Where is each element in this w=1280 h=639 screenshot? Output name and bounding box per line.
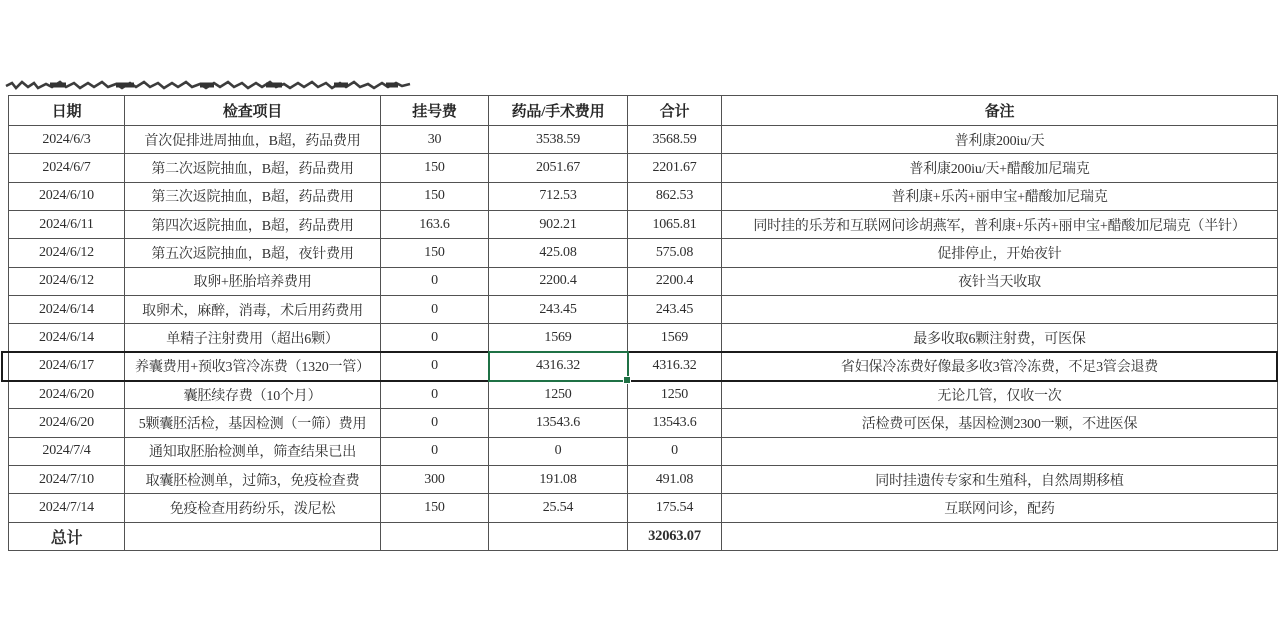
item-cell[interactable]: 养囊费用+预收3管冷冻费（1320一管） [125, 352, 381, 380]
date-cell[interactable]: 2024/6/20 [9, 409, 125, 437]
item-cell[interactable]: 第三次返院抽血，B超，药品费用 [125, 182, 381, 210]
date-cell[interactable]: 2024/6/17 [9, 352, 125, 380]
table-row [9, 126, 1278, 154]
medfee-cell[interactable]: 1569 [489, 324, 628, 352]
table-row [9, 211, 1278, 239]
note-cell[interactable]: 夜针当天收取 [722, 267, 1278, 295]
medfee-cell[interactable]: 0 [489, 437, 628, 465]
total-row-medfee-cell[interactable] [489, 522, 628, 550]
item-cell[interactable]: 第四次返院抽血，B超，药品费用 [125, 211, 381, 239]
medfee-cell[interactable]: 902.21 [489, 211, 628, 239]
regfee-cell[interactable]: 0 [381, 267, 489, 295]
table-row [9, 154, 1278, 182]
date-cell[interactable]: 2024/6/20 [9, 381, 125, 409]
item-cell[interactable]: 取囊胚检测单，过筛3，免疫检查费 [125, 466, 381, 494]
table-row [9, 437, 1278, 465]
medfee-cell[interactable]: 25.54 [489, 494, 628, 522]
regfee-cell[interactable]: 0 [381, 296, 489, 324]
redacted-scribble [4, 78, 412, 92]
regfee-cell[interactable]: 150 [381, 182, 489, 210]
column-header-medfee[interactable]: 药品/手术费用 [489, 96, 628, 126]
table-row [9, 267, 1278, 295]
item-cell[interactable]: 第五次返院抽血，B超，夜针费用 [125, 239, 381, 267]
column-header-regfee[interactable]: 挂号费 [381, 96, 489, 126]
medfee-cell[interactable]: 712.53 [489, 182, 628, 210]
table-row [9, 381, 1278, 409]
item-cell[interactable]: 免疫检查用药纷乐，泼尼松 [125, 494, 381, 522]
total-cell[interactable]: 3568.59 [628, 126, 722, 154]
medfee-cell[interactable]: 2200.4 [489, 267, 628, 295]
date-cell[interactable]: 2024/7/10 [9, 466, 125, 494]
date-cell[interactable]: 2024/7/14 [9, 494, 125, 522]
expense-table [8, 95, 1278, 551]
total-cell[interactable]: 575.08 [628, 239, 722, 267]
regfee-cell[interactable]: 150 [381, 239, 489, 267]
column-header-date[interactable]: 日期 [9, 96, 125, 126]
note-cell[interactable]: 最多收取6颗注射费，可医保 [722, 324, 1278, 352]
item-cell[interactable]: 取卵+胚胎培养费用 [125, 267, 381, 295]
column-header-total[interactable]: 合计 [628, 96, 722, 126]
header-row [9, 96, 1278, 126]
date-cell[interactable]: 2024/6/14 [9, 296, 125, 324]
note-cell[interactable] [722, 296, 1278, 324]
total-cell[interactable]: 175.54 [628, 494, 722, 522]
table-row [9, 296, 1278, 324]
date-cell[interactable]: 2024/6/3 [9, 126, 125, 154]
medfee-cell[interactable]: 243.45 [489, 296, 628, 324]
total-row-regfee-cell[interactable] [381, 522, 489, 550]
column-header-note[interactable]: 备注 [722, 96, 1278, 126]
total-row-item-cell[interactable] [125, 522, 381, 550]
note-cell[interactable]: 普利康200iu/天+醋酸加尼瑞克 [722, 154, 1278, 182]
regfee-cell[interactable]: 0 [381, 381, 489, 409]
date-cell[interactable]: 2024/6/11 [9, 211, 125, 239]
note-cell[interactable]: 普利康+乐芮+丽申宝+醋酸加尼瑞克 [722, 182, 1278, 210]
regfee-cell[interactable]: 30 [381, 126, 489, 154]
total-cell[interactable]: 0 [628, 437, 722, 465]
total-cell[interactable]: 862.53 [628, 182, 722, 210]
medfee-cell[interactable]: 425.08 [489, 239, 628, 267]
table-row [9, 409, 1278, 437]
regfee-cell[interactable]: 150 [381, 154, 489, 182]
total-cell[interactable]: 1569 [628, 324, 722, 352]
note-cell[interactable]: 互联网问诊，配药 [722, 494, 1278, 522]
note-cell[interactable]: 活检费可医保，基因检测2300一颗，不进医保 [722, 409, 1278, 437]
regfee-cell[interactable]: 0 [381, 409, 489, 437]
table-row [9, 466, 1278, 494]
total-cell[interactable]: 491.08 [628, 466, 722, 494]
item-cell[interactable]: 第二次返院抽血，B超，药品费用 [125, 154, 381, 182]
item-cell[interactable]: 首次促排进周抽血，B超，药品费用 [125, 126, 381, 154]
column-header-item[interactable]: 检查项目 [125, 96, 381, 126]
total-cell[interactable]: 4316.32 [628, 352, 722, 380]
total-cell[interactable]: 1065.81 [628, 211, 722, 239]
total-row [9, 522, 1278, 550]
table-row [9, 239, 1278, 267]
date-cell[interactable]: 2024/6/7 [9, 154, 125, 182]
medfee-cell[interactable]: 2051.67 [489, 154, 628, 182]
medfee-cell[interactable]: 3538.59 [489, 126, 628, 154]
regfee-cell[interactable]: 150 [381, 494, 489, 522]
date-cell[interactable]: 2024/7/4 [9, 437, 125, 465]
note-cell[interactable]: 同时挂遗传专家和生殖科，自然周期移植 [722, 466, 1278, 494]
total-cell[interactable]: 13543.6 [628, 409, 722, 437]
regfee-cell[interactable]: 0 [381, 437, 489, 465]
item-cell[interactable]: 单精子注射费用（超出6颗） [125, 324, 381, 352]
date-cell[interactable]: 2024/6/12 [9, 239, 125, 267]
table-row [9, 352, 1278, 380]
total-row-label[interactable]: 总计 [9, 522, 125, 550]
total-cell[interactable]: 2200.4 [628, 267, 722, 295]
note-cell[interactable]: 同时挂的乐芳和互联网问诊胡燕军，普利康+乐芮+丽申宝+醋酸加尼瑞克（半针） [722, 211, 1278, 239]
total-cell[interactable]: 2201.67 [628, 154, 722, 182]
table-row [9, 182, 1278, 210]
note-cell[interactable] [722, 437, 1278, 465]
regfee-cell[interactable]: 300 [381, 466, 489, 494]
item-cell[interactable]: 5颗囊胚活检，基因检测（一筛）费用 [125, 409, 381, 437]
regfee-cell[interactable]: 163.6 [381, 211, 489, 239]
medfee-cell[interactable]: 13543.6 [489, 409, 628, 437]
total-row-note-cell[interactable] [722, 522, 1278, 550]
note-cell[interactable]: 普利康200iu/天 [722, 126, 1278, 154]
total-cell[interactable]: 1250 [628, 381, 722, 409]
medfee-cell[interactable]: 1250 [489, 381, 628, 409]
total-cell[interactable]: 243.45 [628, 296, 722, 324]
note-cell[interactable]: 促排停止，开始夜针 [722, 239, 1278, 267]
medfee-cell[interactable]: 4316.32 [489, 352, 628, 380]
regfee-cell[interactable]: 0 [381, 324, 489, 352]
note-cell[interactable]: 省妇保冷冻费好像最多收3管冷冻费，不足3管会退费 [722, 352, 1278, 380]
grand-total-value[interactable]: 32063.07 [628, 522, 722, 550]
medfee-cell[interactable]: 191.08 [489, 466, 628, 494]
table-row [9, 324, 1278, 352]
date-cell[interactable]: 2024/6/14 [9, 324, 125, 352]
item-cell[interactable]: 取卵术，麻醉，消毒，术后用药费用 [125, 296, 381, 324]
date-cell[interactable]: 2024/6/10 [9, 182, 125, 210]
item-cell[interactable]: 囊胚续存费（10个月） [125, 381, 381, 409]
item-cell[interactable]: 通知取胚胎检测单，筛查结果已出 [125, 437, 381, 465]
regfee-cell[interactable]: 0 [381, 352, 489, 380]
note-cell[interactable]: 无论几管，仅收一次 [722, 381, 1278, 409]
date-cell[interactable]: 2024/6/12 [9, 267, 125, 295]
table-row [9, 494, 1278, 522]
